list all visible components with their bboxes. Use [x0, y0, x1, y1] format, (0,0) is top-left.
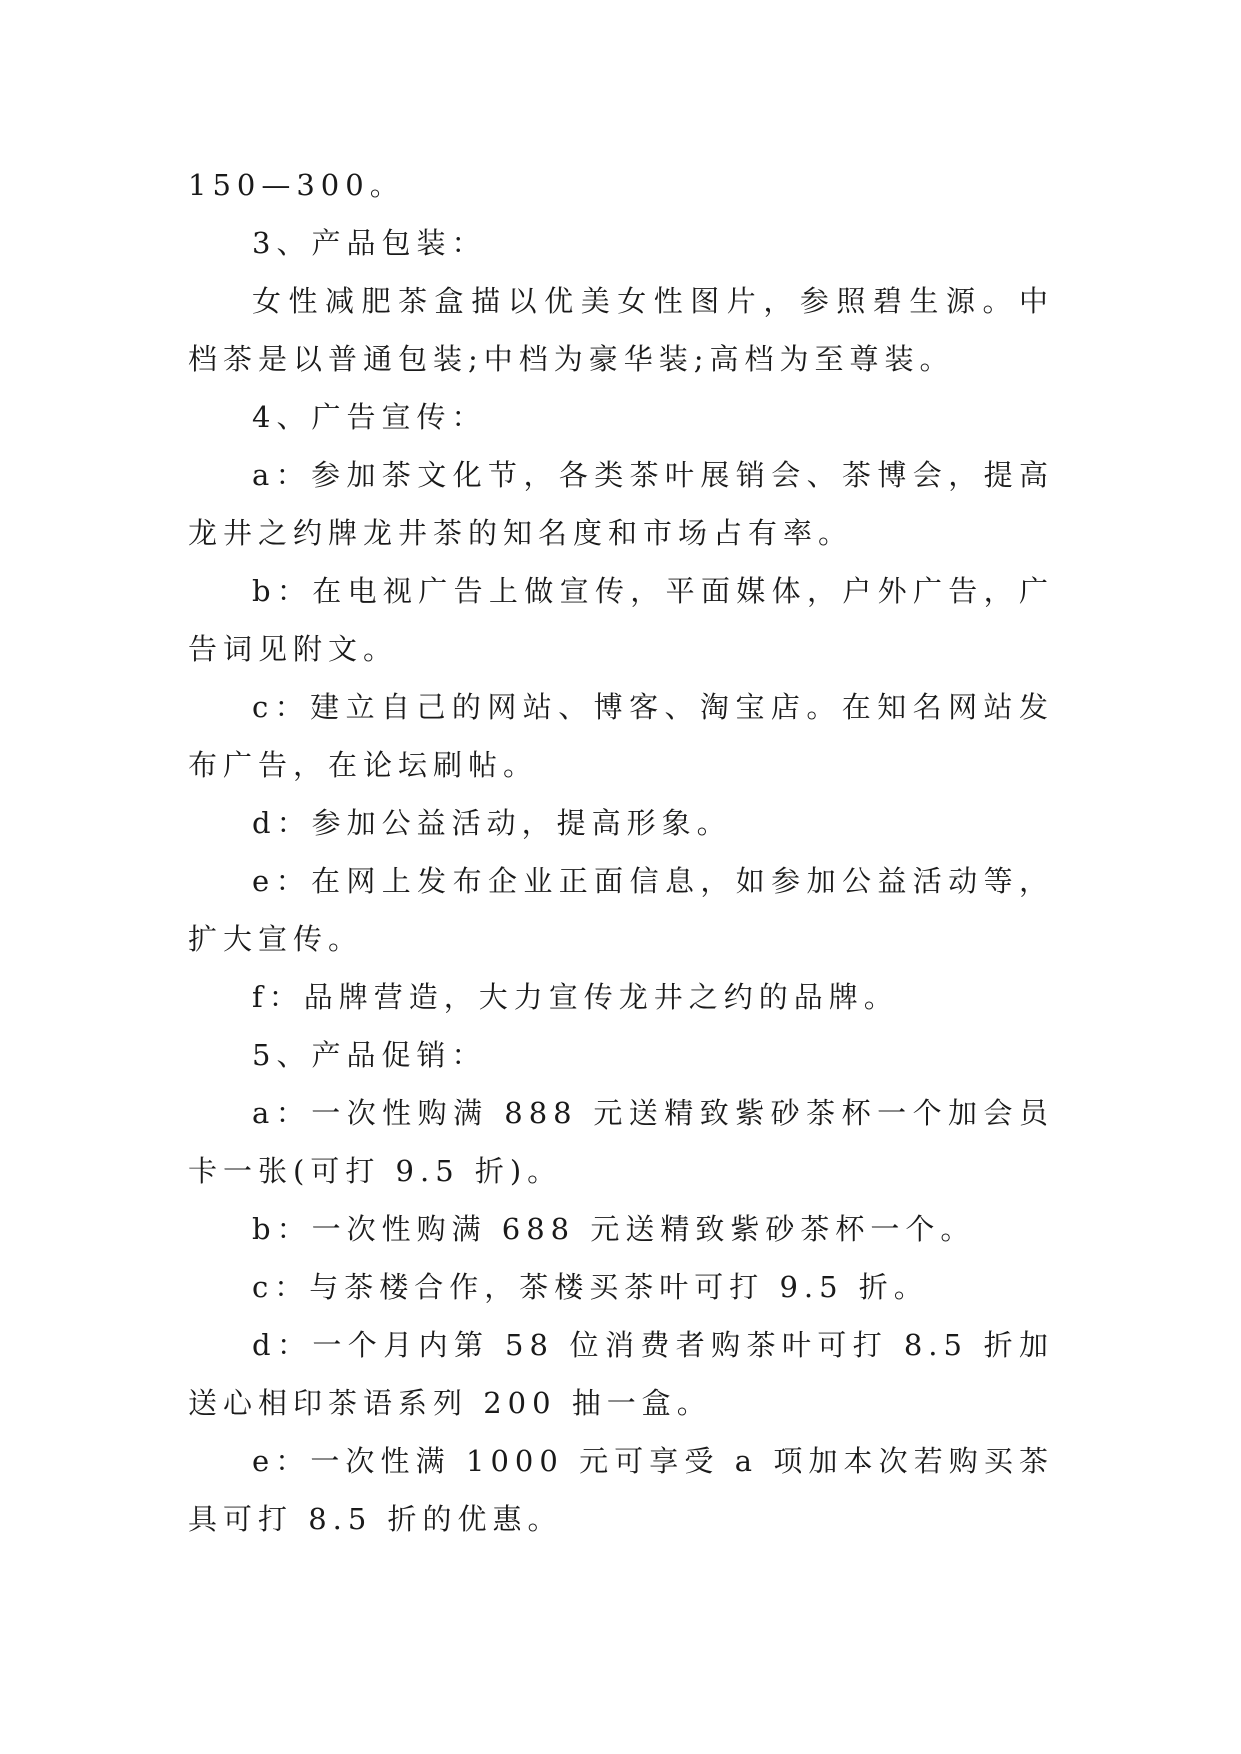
- paragraph-packaging-details: 女性减肥茶盒描以优美女性图片，参照碧生源。中档茶是以普通包装;中档为豪华装;高档为至尊装。: [188, 284, 1054, 376]
- list-item-promo-c: c：与茶楼合作，茶楼买茶叶可打 9.5 折。: [252, 1270, 929, 1304]
- heading-advertising: 4、广告宣传：: [252, 400, 487, 434]
- list-item-ad-e: e：在网上发布企业正面信息，如参加公益活动等，扩大宣传。: [188, 864, 1054, 956]
- list-item-promo-a: a：一次性购满 888 元送精致紫砂茶杯一个加会员卡一张(可打 9.5 折)。: [188, 1096, 1054, 1188]
- document-body: [188, 156, 1054, 1548]
- list-item-ad-a: a：参加茶文化节，各类茶叶展销会、茶博会，提高龙井之约牌龙井茶的知名度和市场占有率。: [188, 458, 1054, 550]
- heading-product-packaging: 3、产品包装：: [252, 226, 487, 260]
- list-item-ad-c: c：建立自己的网站、博客、淘宝店。在知名网站发布广告，在论坛刷帖。: [188, 690, 1054, 782]
- list-item-promo-b: b：一次性购满 688 元送精致紫砂茶杯一个。: [252, 1212, 976, 1246]
- list-item-ad-d: d：参加公益活动，提高形象。: [252, 806, 732, 840]
- list-item-ad-b: b：在电视广告上做宣传，平面媒体，户外广告，广告词见附文。: [188, 574, 1054, 666]
- paragraph-price-range: 150—300。: [188, 168, 405, 202]
- heading-promotion: 5、产品促销：: [252, 1038, 487, 1072]
- list-item-promo-d: d：一个月内第 58 位消费者购茶叶可打 8.5 折加送心相印茶语系列 200 抽一盒。: [188, 1328, 1054, 1420]
- list-item-promo-e: e：一次性满 1000 元可享受 a 项加本次若购买茶具可打 8.5 折的优惠。: [188, 1444, 1054, 1536]
- list-item-ad-f: f：品牌营造，大力宣传龙井之约的品牌。: [252, 980, 899, 1014]
